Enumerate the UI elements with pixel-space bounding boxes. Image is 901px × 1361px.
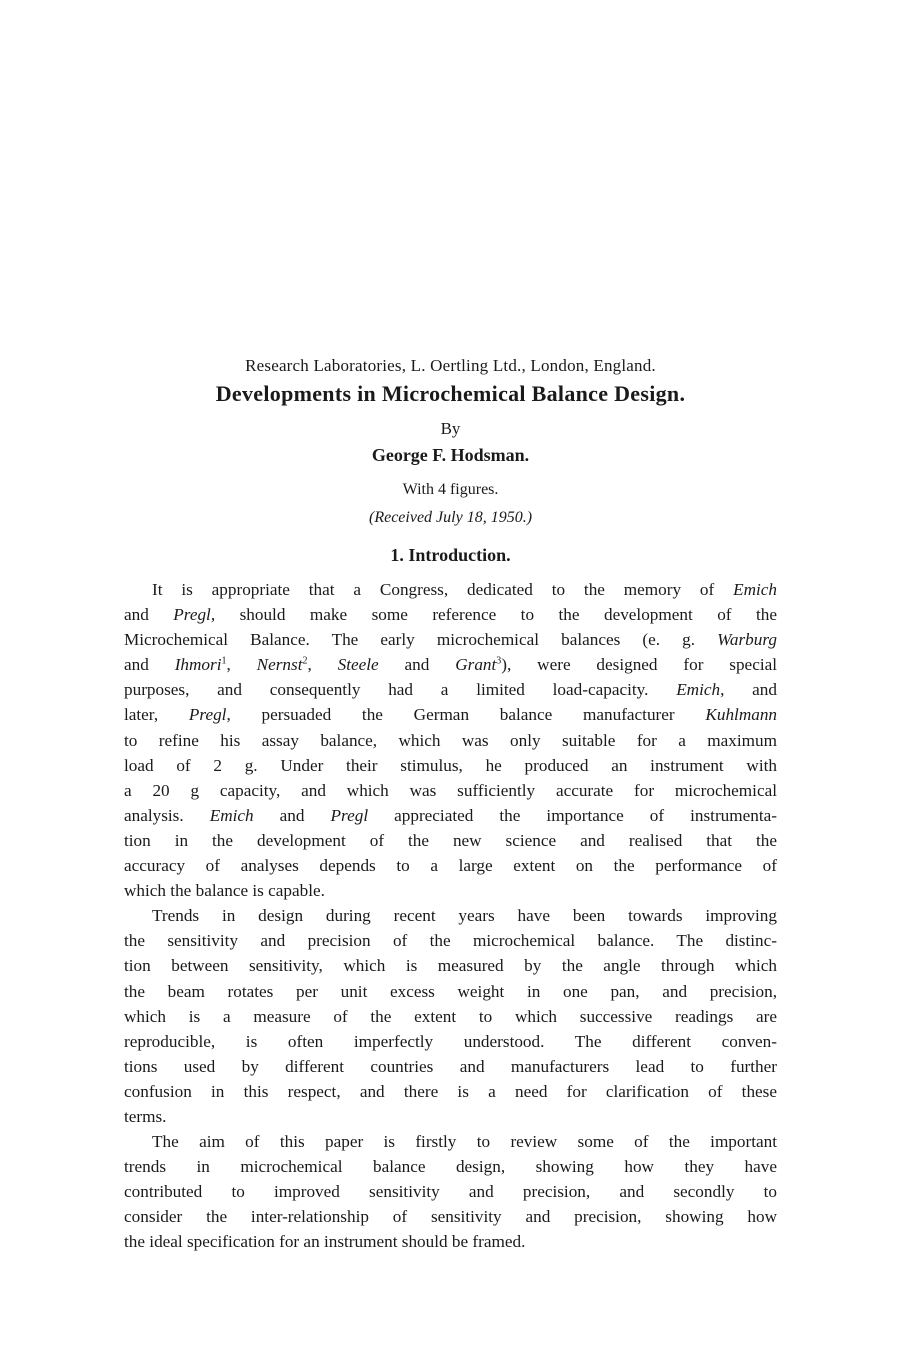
text-line: accuracy of analyses depends to a large extent on the performance of (124, 856, 777, 876)
text-line: trends in microchemical balance design, showing how they have (124, 1157, 777, 1177)
text-line: The aim of this paper is firstly to review some of the important (152, 1132, 777, 1152)
text-line: which the balance is capable. (124, 881, 325, 901)
received-date: (Received July 18, 1950.) (368, 509, 533, 526)
text-line: the beam rotates per unit excess weight in one pan, and precision, (124, 981, 777, 1001)
text-line: load of 2 g. Under their stimulus, he produced an instrument with (124, 755, 777, 775)
body-text (124, 577, 777, 1255)
text-line: to refine his assay balance, which was only suitable for a maximum (124, 730, 777, 750)
by-line: By (440, 419, 461, 438)
text-line: contributed to improved sensitivity and precision, and secondly to (124, 1182, 777, 1202)
figures-note: With 4 figures. (402, 481, 499, 498)
text-line: and Pregl, should make some reference to the development of the (124, 605, 777, 625)
text-line: reproducible, is often imperfectly understood. The different conven- (124, 1031, 777, 1051)
paper-title: Developments in Microchemical Balance Design. (215, 381, 686, 406)
text-line: consider the inter-relationship of sensitivity and precision, showing how (124, 1207, 777, 1227)
text-line: confusion in this respect, and there is a need for clarification of these (124, 1081, 777, 1101)
paragraph (124, 1129, 777, 1254)
affiliation: Research Laboratories, L. Oertling Ltd., London, England. (245, 356, 656, 375)
text-line: a 20 g capacity, and which was sufficiently accurate for microchemical (124, 780, 777, 800)
text-line: and Ihmori$^1$, Nernst$^2$, Steele and Grant$^3$), were designed for special (124, 655, 777, 675)
text-line: which is a measure of the extent to which successive readings are (124, 1006, 777, 1026)
text-line: tion in the development of the new science and realised that the (124, 830, 777, 850)
text-line: the sensitivity and precision of the microchemical balance. The distinc- (124, 931, 777, 951)
section-heading: 1. Introduction. (390, 545, 511, 565)
paragraph (124, 903, 777, 1129)
text-line: analysis. Emich and Pregl appreciated the importance of instrumenta- (124, 805, 777, 825)
text-line: later, Pregl, persuaded the German balance manufacturer Kuhlmann (124, 705, 778, 725)
text-line: tion between sensitivity, which is measured by the angle through which (124, 956, 777, 976)
text-line: Trends in design during recent years have been towards improving (152, 906, 777, 926)
text-line: It is appropriate that a Congress, dedicated to the memory of Emich (152, 580, 777, 599)
paragraph (124, 577, 777, 903)
text-line: the ideal specification for an instrument should be framed. (124, 1232, 526, 1252)
text-line: purposes, and consequently had a limited load-capacity. Emich, and (124, 680, 777, 700)
author-name: George F. Hodsman. (371, 445, 530, 465)
text-line: terms. (124, 1106, 167, 1126)
text-line: tions used by different countries and manufacturers lead to further (124, 1056, 777, 1076)
text-line: Microchemical Balance. The early microchemical balances (e. g. Warburg (124, 630, 777, 650)
